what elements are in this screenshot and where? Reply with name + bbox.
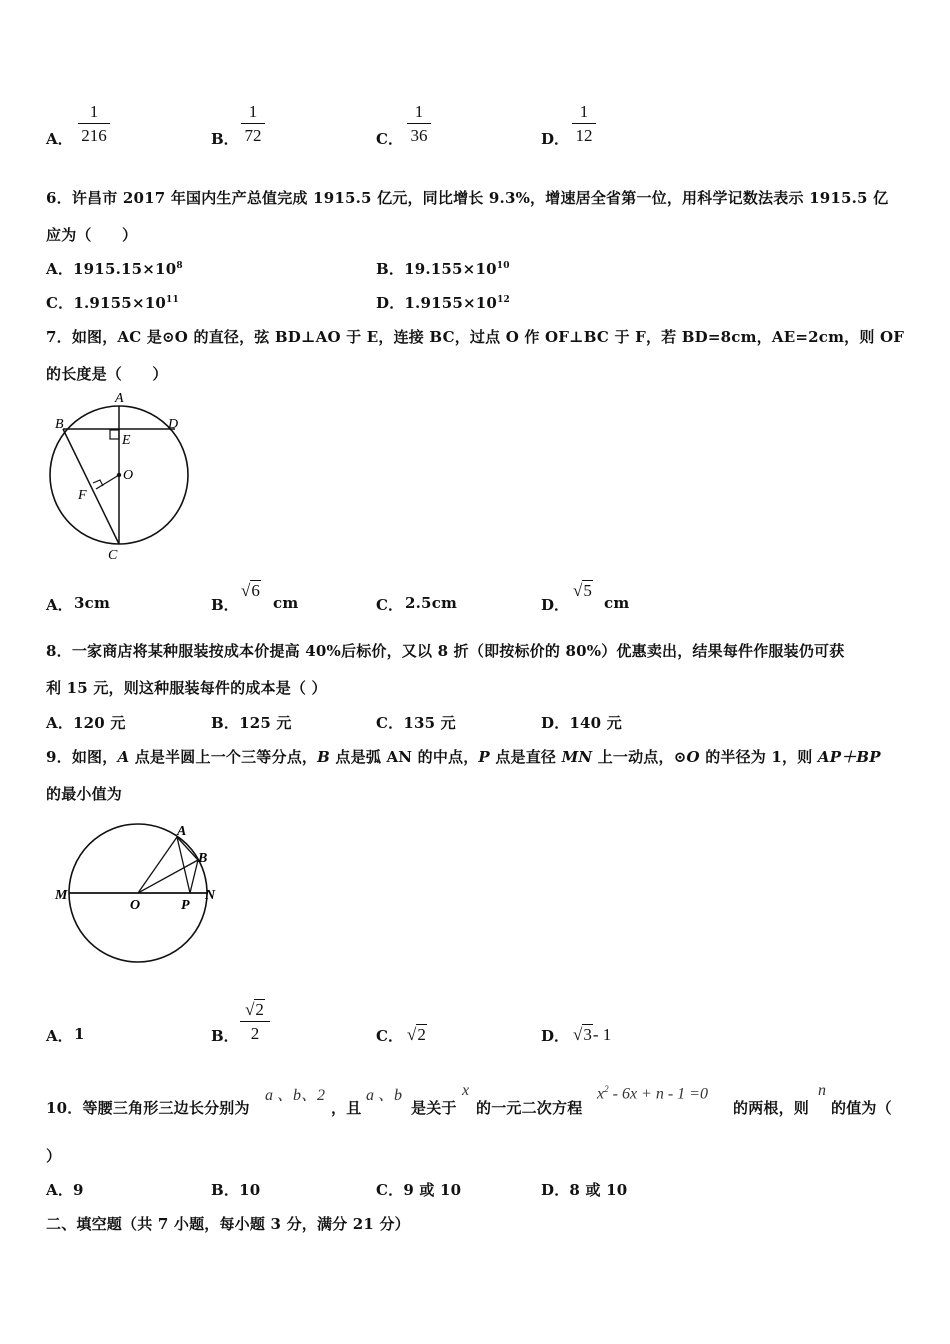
q9-text-2: 点是半圆上一个三等分点， — [129, 748, 318, 766]
q9-option-b-fraction — [240, 1000, 270, 1044]
label-o: O — [123, 468, 134, 483]
q6-option-b-text: B．19.155×10 — [376, 260, 497, 278]
q5-option-a-label: A． — [46, 130, 73, 148]
q9-text-5: 上一动点，⊙ — [592, 748, 687, 766]
right-angle-mark-e — [110, 430, 119, 439]
radicand: 2 — [255, 1000, 264, 1019]
q5-option-c-label: C． — [376, 130, 403, 148]
fraction-denominator: 216 — [81, 126, 107, 145]
q10-option-c: C．9 或 10 — [376, 1181, 462, 1199]
q10-math-ab: a 、b — [366, 1087, 403, 1104]
q6-option-a-exponent: 8 — [176, 261, 183, 271]
q9-var-o: O — [686, 748, 700, 766]
q8-stem-line2: 利 15 元，则这种服装每件的成本是（ ） — [46, 679, 327, 697]
q10-option-a: A．9 — [46, 1181, 84, 1199]
q5-option-b-fraction — [241, 102, 265, 146]
label-n: N — [205, 888, 216, 903]
q9-option-a-label: A． — [46, 1027, 73, 1045]
segment-oa — [138, 837, 177, 893]
q7-option-d-label: D． — [541, 596, 570, 614]
q9-option-a-text: 1 — [74, 1025, 85, 1043]
q9-text-4: 点是直径 — [489, 748, 562, 766]
q7-option-d-sqrt: √5 — [573, 581, 592, 600]
fraction-denominator: 72 — [244, 126, 262, 145]
label-a: A — [177, 824, 187, 839]
q9-option-d-expr: √3- 1 — [573, 1025, 612, 1044]
q7-option-b-label: B． — [211, 596, 239, 614]
q9-option-b-label: B． — [211, 1027, 239, 1045]
q8-option-c: C．135 元 — [376, 714, 456, 732]
q9-option-c-sqrt: √2 — [407, 1025, 426, 1044]
q7-option-d-unit: cm — [604, 594, 630, 612]
label-d: D — [168, 417, 179, 432]
q10-math-equation — [597, 1084, 708, 1103]
q7-option-b-sqrt: √6 — [241, 581, 260, 600]
q10-text-3: 是关于 — [411, 1099, 457, 1117]
q7-option-a-label: A． — [46, 596, 73, 614]
radicand: 2 — [417, 1025, 426, 1044]
fraction-denominator: 12 — [575, 126, 593, 145]
fraction-numerator: 1 — [248, 102, 258, 121]
q9-stem-line1 — [46, 746, 881, 767]
fraction-bar — [572, 123, 596, 124]
q6-option-b — [376, 258, 510, 279]
q5-option-d-fraction — [572, 102, 596, 146]
q9-var-mn: MN — [561, 748, 593, 766]
q6-option-d-exponent: 12 — [497, 295, 510, 305]
q10-text-1: 10．等腰三角形三边长分别为 — [46, 1099, 250, 1117]
radicand: 5 — [583, 581, 592, 600]
q6-option-d — [376, 292, 510, 313]
q10-math-sides: a 、b、2 — [265, 1087, 326, 1104]
q10-text-4: 的一元二次方程 — [476, 1099, 583, 1117]
q8-option-d: D．140 元 — [541, 714, 622, 732]
fraction-bar — [407, 123, 431, 124]
q6-option-c — [46, 292, 179, 313]
fraction-numerator: √2 — [245, 1000, 264, 1019]
q9-var-p: P — [478, 748, 490, 766]
label-b: B — [55, 417, 64, 432]
q9-option-c-label: C． — [376, 1027, 403, 1045]
q6-option-b-exponent: 10 — [496, 261, 510, 271]
q8-option-a: A．120 元 — [46, 714, 126, 732]
q10-math-n: n — [818, 1082, 826, 1099]
label-f: F — [78, 488, 87, 503]
q6-stem-line1: 6．许昌市 2017 年国内生产总值完成 1915.5 亿元，同比增长 9.3%，增速居全省第一位，用科学记数法表示 1915.5 亿 — [46, 189, 889, 207]
q5-option-c-fraction — [407, 102, 431, 146]
label-b: B — [198, 851, 208, 866]
q10-math-x: x — [462, 1082, 470, 1099]
q6-option-c-exponent: 11 — [166, 295, 179, 305]
q6-option-a — [46, 258, 183, 279]
q6-stem-line2: 应为（ ） — [46, 226, 138, 244]
fraction-bar — [241, 123, 265, 124]
label-e: E — [122, 433, 131, 448]
q7-circle-figure — [40, 385, 200, 565]
q7-option-c-text: 2.5cm — [405, 594, 458, 612]
q6-option-a-text: A．1915.15×10 — [46, 260, 177, 278]
q10-text-6: 的值为（ — [831, 1099, 892, 1117]
segment-of — [96, 475, 119, 489]
q9-stem-line2: 的最小值为 — [46, 785, 123, 803]
q10-option-b: B．10 — [211, 1181, 261, 1199]
label-m: M — [55, 888, 68, 903]
q10-option-d: D．8 或 10 — [541, 1181, 628, 1199]
q10-stem-line2: ） — [46, 1147, 62, 1165]
q9-var-b: B — [317, 748, 330, 766]
fraction-denominator: 36 — [410, 126, 428, 145]
q5-option-d-label: D． — [541, 130, 570, 148]
radicand: 6 — [251, 581, 260, 600]
q6-option-c-text: C．1.9155×10 — [46, 294, 166, 312]
label-a: A — [115, 391, 124, 406]
q7-option-b-unit: cm — [273, 594, 299, 612]
radicand: 3 — [583, 1025, 592, 1044]
q7-stem-line1: 7．如图，AC 是⊙O 的直径，弦 BD⊥AO 于 E，连接 BC，过点 O 作 OF⊥BC 于 F，若 BD=8cm，AE=2cm，则 OF — [46, 328, 905, 346]
q9-var-a: A — [117, 748, 130, 766]
q9-text-1: 9．如图， — [46, 748, 118, 766]
label-o: O — [130, 898, 141, 913]
q5-option-a-fraction — [78, 102, 110, 146]
q6-option-d-text: D．1.9155×10 — [376, 294, 498, 312]
label-c: C — [108, 548, 118, 563]
fraction-numerator: 1 — [414, 102, 424, 121]
q8-option-b: B．125 元 — [211, 714, 292, 732]
fraction-numerator: 1 — [579, 102, 589, 121]
segment-bc — [63, 429, 119, 544]
q10-text-2: ，且 — [331, 1099, 362, 1117]
q9-circle-figure — [50, 815, 240, 975]
eq-rest: - 6x + n - 1 =0 — [608, 1085, 708, 1103]
fraction-denominator: 2 — [250, 1024, 260, 1043]
q10-text-5: 的两根，则 — [733, 1099, 810, 1117]
q9-text-6: 的半径为 1，则 — [699, 748, 818, 766]
q7-option-a-text: 3cm — [74, 594, 111, 612]
q9-text-3: 点是弧 AN 的中点， — [330, 748, 479, 766]
q7-stem-line2: 的长度是（ ） — [46, 365, 168, 383]
fraction-bar — [240, 1021, 270, 1022]
eq-exponent: 2 — [604, 1084, 609, 1094]
fraction-bar — [78, 123, 110, 124]
q5-option-b-label: B． — [211, 130, 239, 148]
section-heading: 二、填空题（共 7 小题，每小题 3 分，满分 21 分） — [46, 1215, 410, 1233]
minus-one: - 1 — [592, 1025, 612, 1044]
segment-bp — [190, 860, 198, 893]
q8-stem-line1: 8．一家商店将某种服装按成本价提高 40%后标价，又以 8 折（即按标价的 80%）优惠卖出，结果每件作服装仍可获 — [46, 642, 845, 660]
center-point-o — [117, 473, 121, 477]
q9-expr-ap-bp: AP＋BP — [817, 748, 881, 766]
eq-base: x — [597, 1085, 605, 1103]
fraction-numerator: 1 — [89, 102, 99, 121]
q9-option-d-label: D． — [541, 1027, 570, 1045]
q7-option-c-label: C． — [376, 596, 403, 614]
label-p: P — [181, 898, 190, 913]
